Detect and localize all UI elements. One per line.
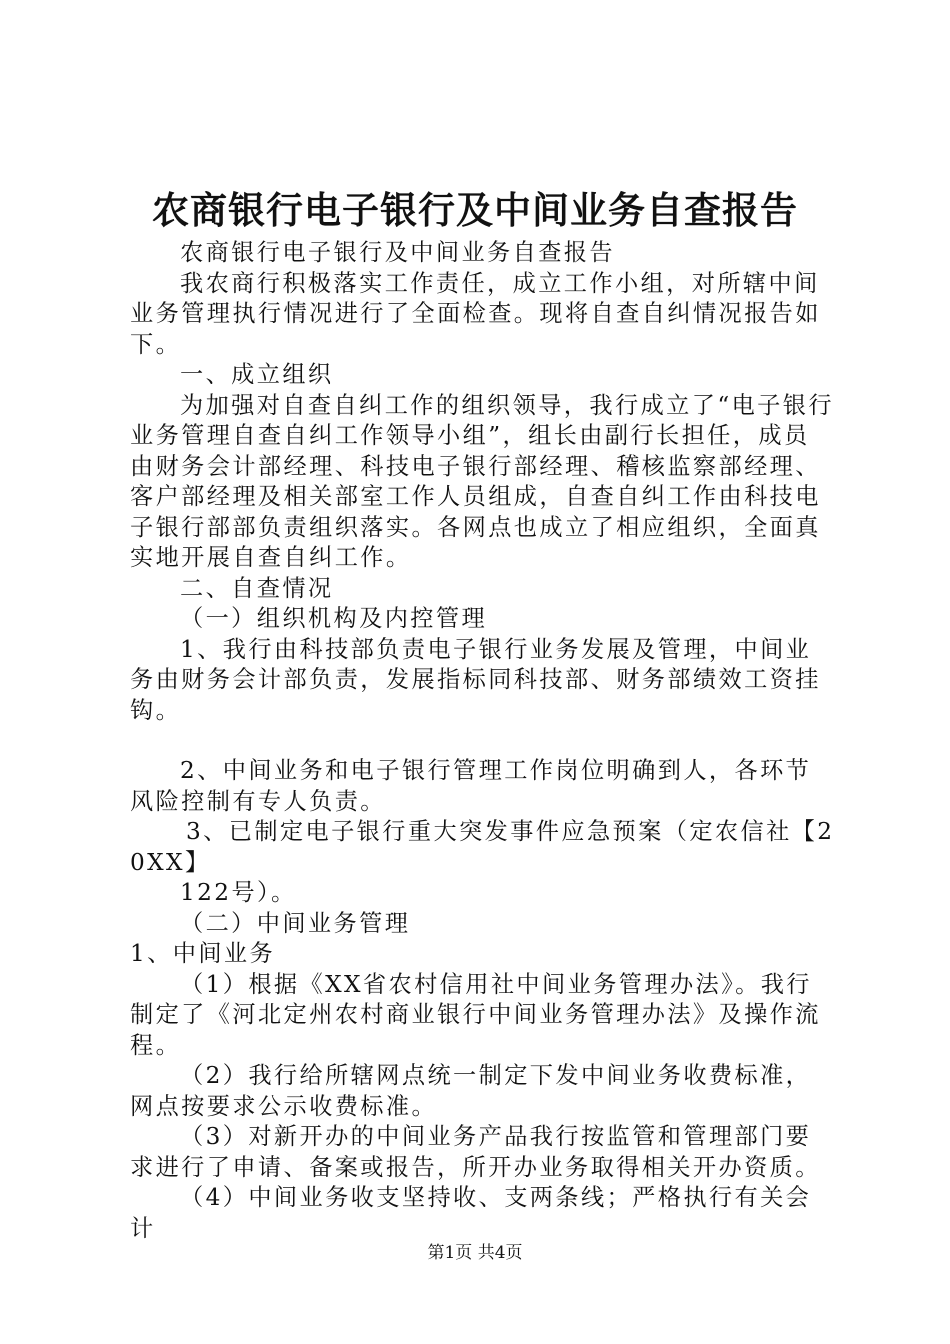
document-body <box>130 238 835 1244</box>
section-heading: 一、成立组织 <box>180 361 334 388</box>
blank-line <box>130 726 835 756</box>
subsection-heading: （二）中间业务管理 <box>180 909 411 937</box>
body-paragraph: 122号）。 <box>180 879 297 906</box>
subtitle-paragraph: 农商银行电子银行及中间业务自查报告 <box>180 239 615 266</box>
subsection-heading: （一）组织机构及内控管理 <box>180 605 488 632</box>
intro-paragraph: 我农商行积极落实工作责任，成立工作小组，对所辖中间业务管理执行情况进行了全面检查。现将自查自纠情况报告如下。 <box>130 269 821 358</box>
body-paragraph: （2）我行给所辖网点统一制定下发中间业务收费标准，网点按要求公示收费标准。 <box>130 1062 812 1120</box>
document-title: 农商银行电子银行及中间业务自查报告 <box>152 188 798 232</box>
body-paragraph: 3、已制定电子银行重大突发事件应急预案（定农信社【20XX】 <box>130 818 835 876</box>
page-number: 第1页 共4页 <box>427 1243 523 1263</box>
body-paragraph: （3）对新开办的中间业务产品我行按监管和管理部门要求进行了申请、备案或报告，所开办业务取得相关开办资质。 <box>130 1123 821 1181</box>
body-paragraph: 2、中间业务和电子银行管理工作岗位明确到人，各环节风险控制有专人负责。 <box>130 757 812 815</box>
section-heading: 二、自查情况 <box>180 574 334 602</box>
body-paragraph: 1、我行由科技部负责电子银行业务发展及管理，中间业务由财务会计部负责，发展指标同科技部、财务部绩效工资挂钩。 <box>130 635 821 724</box>
body-paragraph: （4）中间业务收支坚持收、支两条线；严格执行有关会计 <box>130 1184 812 1242</box>
item-heading: 1、中间业务 <box>130 940 276 967</box>
body-paragraph: 为加强对自查自纠工作的组织领导，我行成立了“电子银行业务管理自查自纠工作领导小组”，组长由副行长担任，成员由财务会计部经理、科技电子银行部经理、稽核监察部经理、客户部经理及相关部室工作人员组成，自查自纠工作由科技电子银行部部负责组织落实。各网点也成立了相应组织，全面真实地开展自查自纠工作。 <box>130 391 834 571</box>
body-paragraph: （1）根据《XX省农村信用社中间业务管理办法》。我行制定了《河北定州农村商业银行中间业务管理办法》及操作流程。 <box>130 970 821 1059</box>
